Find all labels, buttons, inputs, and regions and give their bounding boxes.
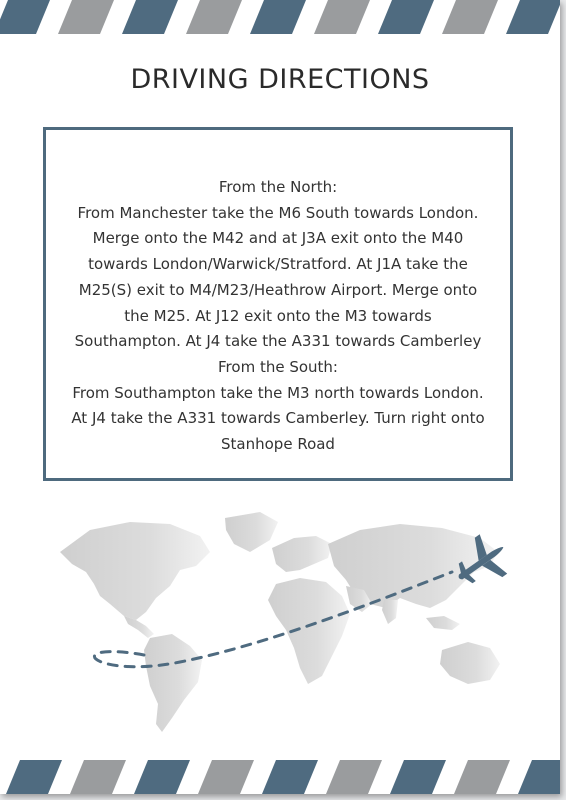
- stripe: [390, 760, 446, 794]
- stripe: [6, 760, 62, 794]
- page-title: DRIVING DIRECTIONS: [130, 64, 430, 95]
- directions-line: From the South:: [218, 357, 338, 376]
- stripe: [378, 0, 434, 34]
- stripe: [134, 760, 190, 794]
- stripe: [198, 760, 254, 794]
- stripe: [262, 760, 318, 794]
- stripe: [0, 0, 50, 34]
- directions-line: From the North:: [218, 178, 338, 196]
- stripe: [506, 0, 560, 34]
- stripe: [326, 760, 382, 794]
- directions-line: towards London/Warwick/Stratford. At J1A take the: [88, 255, 468, 274]
- directions-line: the M25. At J12 exit onto the M3 towards: [124, 306, 432, 325]
- bottom-stripe-border: [0, 760, 560, 794]
- stripe: [454, 760, 510, 794]
- directions-line: M25(S) exit to M4/M23/Heathrow Airport. Merge onto: [78, 280, 478, 299]
- stripe: [122, 0, 178, 34]
- world-map-icon: [50, 500, 560, 740]
- directions-line: Stanhope Road: [221, 435, 335, 454]
- stripe: [70, 760, 126, 794]
- stripe: [314, 0, 370, 34]
- stripe: [186, 0, 242, 34]
- stripe: [518, 760, 560, 794]
- stripe: [250, 0, 306, 34]
- directions-line: At J4 take the A331 towards Camberley. Turn right onto: [71, 409, 485, 428]
- directions-line: From Southampton take the M3 north towards London.: [72, 383, 484, 402]
- directions-box: [43, 127, 513, 481]
- top-stripe-border: [0, 0, 560, 34]
- stripe: [58, 0, 114, 34]
- directions-text: [49, 175, 507, 458]
- directions-line: Merge onto the M42 and at J3A exit onto the M40: [92, 229, 464, 248]
- stripe: [442, 0, 498, 34]
- directions-line: Southampton. At J4 take the A331 towards Camberley: [74, 332, 482, 351]
- directions-line: From Manchester take the M6 South towards London.: [77, 203, 479, 222]
